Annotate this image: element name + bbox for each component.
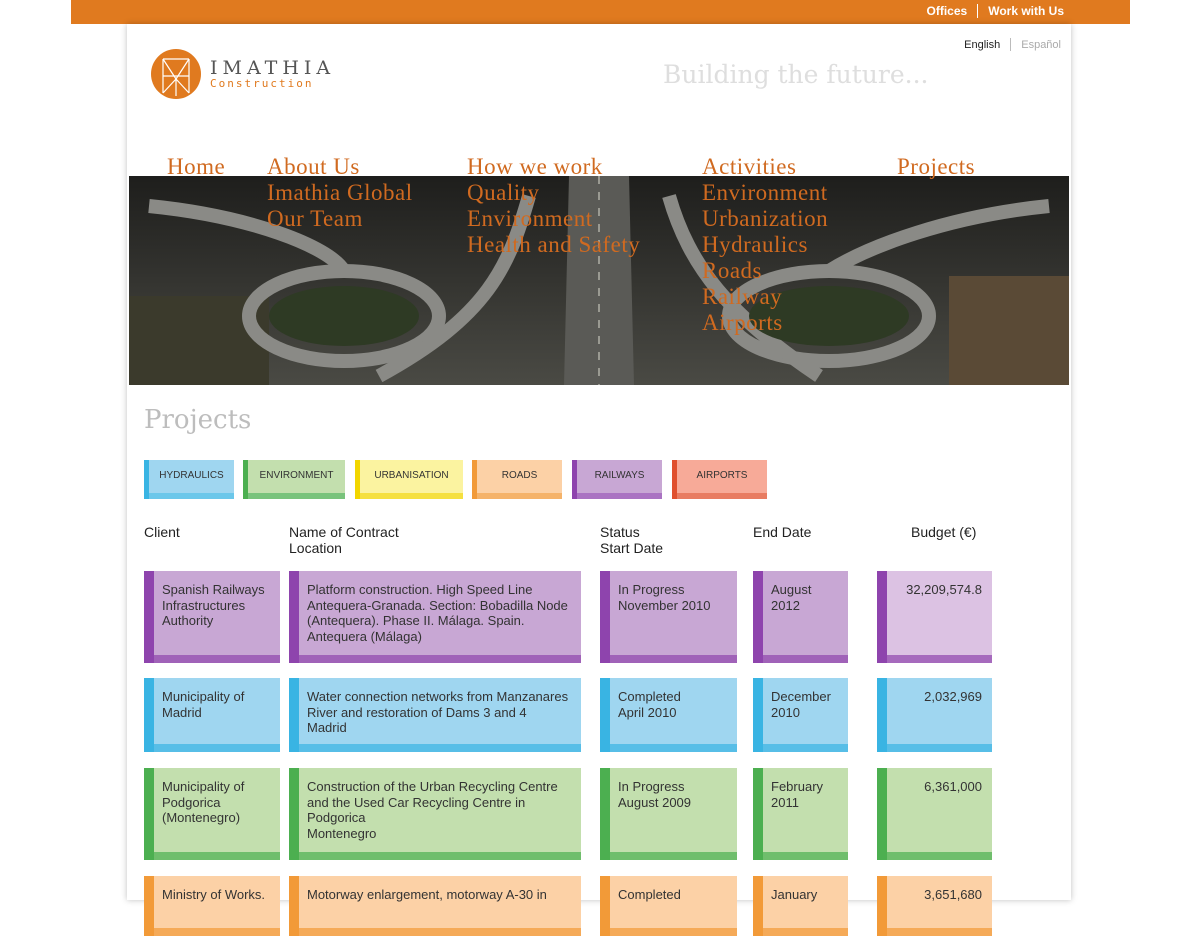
cell-edge [154,852,280,860]
cell-edge [877,876,887,936]
cell-edge [610,928,737,936]
cell-edge [763,852,848,860]
tagline: Building the future... [663,60,929,89]
divider [1010,38,1011,51]
cell-text: 32,209,574.8 [906,582,982,597]
cell-budget [877,571,992,663]
column-header-budget: Budget (€) [911,524,977,540]
cell-status [600,876,737,936]
cell-text [162,582,272,629]
cell-budget [877,876,992,936]
filter-label: ENVIRONMENT [259,470,334,481]
cell-line: Madrid [307,720,347,735]
filter-label: URBANISATION [374,470,449,481]
cell-text [618,779,729,810]
cell-line: Authority [162,613,214,628]
cell-contract [289,678,581,752]
cell-status [600,768,737,860]
cell-line: Municipality of [162,689,245,704]
cell-line: August [771,582,812,597]
cell-edge [289,768,299,860]
nav-activity-roads[interactable]: Roads [702,258,762,283]
cell-edge [289,678,299,752]
nav-health-safety[interactable]: Health and Safety [467,232,641,257]
cell-text [307,582,573,644]
nav-home[interactable]: Home [167,154,226,179]
cell-edge [289,571,299,663]
filter-label: ROADS [501,470,538,481]
filter-label: HYDRAULICS [159,470,224,481]
cell-end [753,768,848,860]
divider [977,4,978,18]
cell-edge [600,768,610,860]
cell-edge [299,928,581,936]
cell-text [771,689,840,720]
cell-line: Construction of the Urban Recycling Centre [307,779,558,794]
filter-edge [477,493,562,499]
cell-line: 2010 [771,704,800,720]
cell-text [307,689,573,736]
cell-line: April 2010 [618,704,677,720]
cell-line: February [771,779,824,794]
nav-activity-urbanization[interactable]: Urbanization [702,206,829,231]
cell-budget [877,768,992,860]
cell-line: Water connection networks from Manzanares [307,689,569,704]
nav-projects-column [897,154,975,180]
cell-text [307,887,573,903]
logo-name: IMATHIA [210,57,336,79]
cell-line: In Progress [618,779,685,794]
column-header-client: Client [144,524,180,540]
cell-edge [299,852,581,860]
filter-urbanisation[interactable] [355,460,463,499]
language-english[interactable]: English [964,38,1001,51]
cell-line: Madrid [162,704,202,720]
cell-line: (Antequera). Phase II. Málaga. Spain. [307,613,525,628]
language-switcher [964,38,1061,51]
nav-activity-airports[interactable]: Airports [702,310,783,335]
column-header-contract-name: Name of Contract [289,524,399,540]
filter-edge [360,493,463,499]
nav-projects[interactable]: Projects [897,154,976,179]
filter-edge [248,493,345,499]
nav-activities[interactable]: Activities [702,154,797,179]
column-header-contract [289,524,399,556]
logo-icon[interactable] [151,49,201,99]
cell-edge [877,571,887,663]
cell-line: August 2009 [618,794,692,810]
cell-end [753,678,848,752]
cell-text [162,689,272,720]
column-header-status [600,524,663,556]
nav-home-column [167,154,225,180]
cell-line: November 2010 [618,597,711,613]
cell-text [771,582,840,613]
nav-activity-hydraulics[interactable]: Hydraulics [702,232,808,257]
cell-line: (Montenegro) [162,810,241,825]
cell-status [600,571,737,663]
cell-budget [877,678,992,752]
cell-edge [144,678,154,752]
language-espanol[interactable]: Español [1021,38,1061,51]
cell-client [144,678,280,752]
cell-client [144,571,280,663]
cell-edge [289,876,299,936]
cell-edge [144,768,154,860]
cell-edge [154,655,280,663]
nav-about-column [267,154,413,232]
nav-quality[interactable]: Quality [467,180,540,205]
cell-line: Antequera (Málaga) [307,628,422,644]
cell-text [771,779,840,810]
cell-edge [887,744,992,752]
filter-roads[interactable] [472,460,562,499]
cell-contract [289,876,581,936]
cell-line: 2011 [771,794,799,810]
filter-edge [149,493,234,499]
cell-end [753,876,848,936]
column-header-end-date: End Date [753,524,812,540]
cell-line: Completed [618,887,681,902]
filter-label: AIRPORTS [696,470,748,481]
cell-text: 6,361,000 [924,779,982,794]
cell-edge [610,744,737,752]
cell-text [618,887,729,903]
cell-text [618,582,729,613]
cell-edge [299,744,581,752]
page-title: Projects [144,405,252,435]
cell-line: and the Used Car Recycling Centre in [307,794,526,810]
cell-client [144,768,280,860]
nav-environment[interactable]: Environment [467,206,593,231]
cell-line: Infrastructures [162,597,246,613]
cell-line: Municipality of [162,779,245,794]
nav-activities-column [702,154,828,336]
cell-edge [753,571,763,663]
nav-activity-environment[interactable]: Environment [702,180,828,205]
cell-line: 2012 [771,597,800,613]
logo-subtitle: Construction [210,77,314,90]
cell-edge [600,571,610,663]
cell-line: Spanish Railways [162,582,265,597]
cell-edge [600,876,610,936]
page-container [127,24,1071,900]
cell-text [771,887,840,903]
cell-line: Podgorica [162,794,221,810]
cell-edge [887,928,992,936]
cell-edge [154,928,280,936]
cell-line: Completed [618,689,681,704]
cell-line: December [771,689,831,704]
filter-environment[interactable] [243,460,345,499]
cell-edge [144,876,154,936]
nav-activity-railway[interactable]: Railway [702,284,783,309]
cell-edge [763,928,848,936]
cell-line: Antequera-Granada. Section: Bobadilla Node [307,597,568,613]
cell-edge [877,768,887,860]
filter-edge [577,493,662,499]
top-bar [71,0,1130,24]
cell-text: 2,032,969 [924,689,982,704]
filter-label: RAILWAYS [594,470,645,481]
cell-text [618,689,729,720]
cell-contract [289,768,581,860]
filter-hydraulics[interactable] [144,460,234,499]
nav-how-we-work[interactable]: How we work [467,154,603,179]
cell-edge [887,655,992,663]
cell-line: Motorway enlargement, motorway A-30 in [307,887,547,902]
work-with-us-link[interactable]: Work with Us [988,4,1064,18]
nav-imathia-global[interactable]: Imathia Global [267,180,413,205]
cell-line: January [771,887,818,902]
cell-edge [610,655,737,663]
cell-edge [877,678,887,752]
cell-text [162,779,272,826]
nav-how-column [467,154,640,258]
cell-text: 3,651,680 [924,887,982,902]
cell-edge [299,655,581,663]
cell-line: In Progress [618,582,685,597]
cell-edge [763,655,848,663]
cell-status [600,678,737,752]
filter-edge [677,493,767,499]
offices-link[interactable]: Offices [926,4,968,18]
cell-contract [289,571,581,663]
cell-edge [887,852,992,860]
cell-edge [154,744,280,752]
cell-end [753,571,848,663]
cell-edge [144,571,154,663]
logo-text[interactable] [210,57,335,90]
cell-edge [600,678,610,752]
cell-line: Montenegro [307,825,377,841]
cell-client [144,876,280,936]
cell-line: Podgorica [307,810,366,825]
cell-edge [610,852,737,860]
filter-airports[interactable] [672,460,767,499]
cell-line: Platform construction. High Speed Line [307,582,533,597]
nav-about-us[interactable]: About Us [267,154,360,179]
column-header-location: Location [289,540,342,556]
cell-text [307,779,573,841]
column-header-start-date: Start Date [600,540,664,556]
cell-edge [763,744,848,752]
top-links [927,4,1064,18]
cell-text [162,887,272,903]
cell-line: River and restoration of Dams 3 and 4 [307,704,527,720]
nav-our-team[interactable]: Our Team [267,206,363,231]
cell-line: Ministry of Works. [162,887,266,902]
cell-edge [753,768,763,860]
cell-edge [753,876,763,936]
cell-edge [753,678,763,752]
filter-railways[interactable] [572,460,662,499]
column-header-status-label: Status [600,524,640,540]
